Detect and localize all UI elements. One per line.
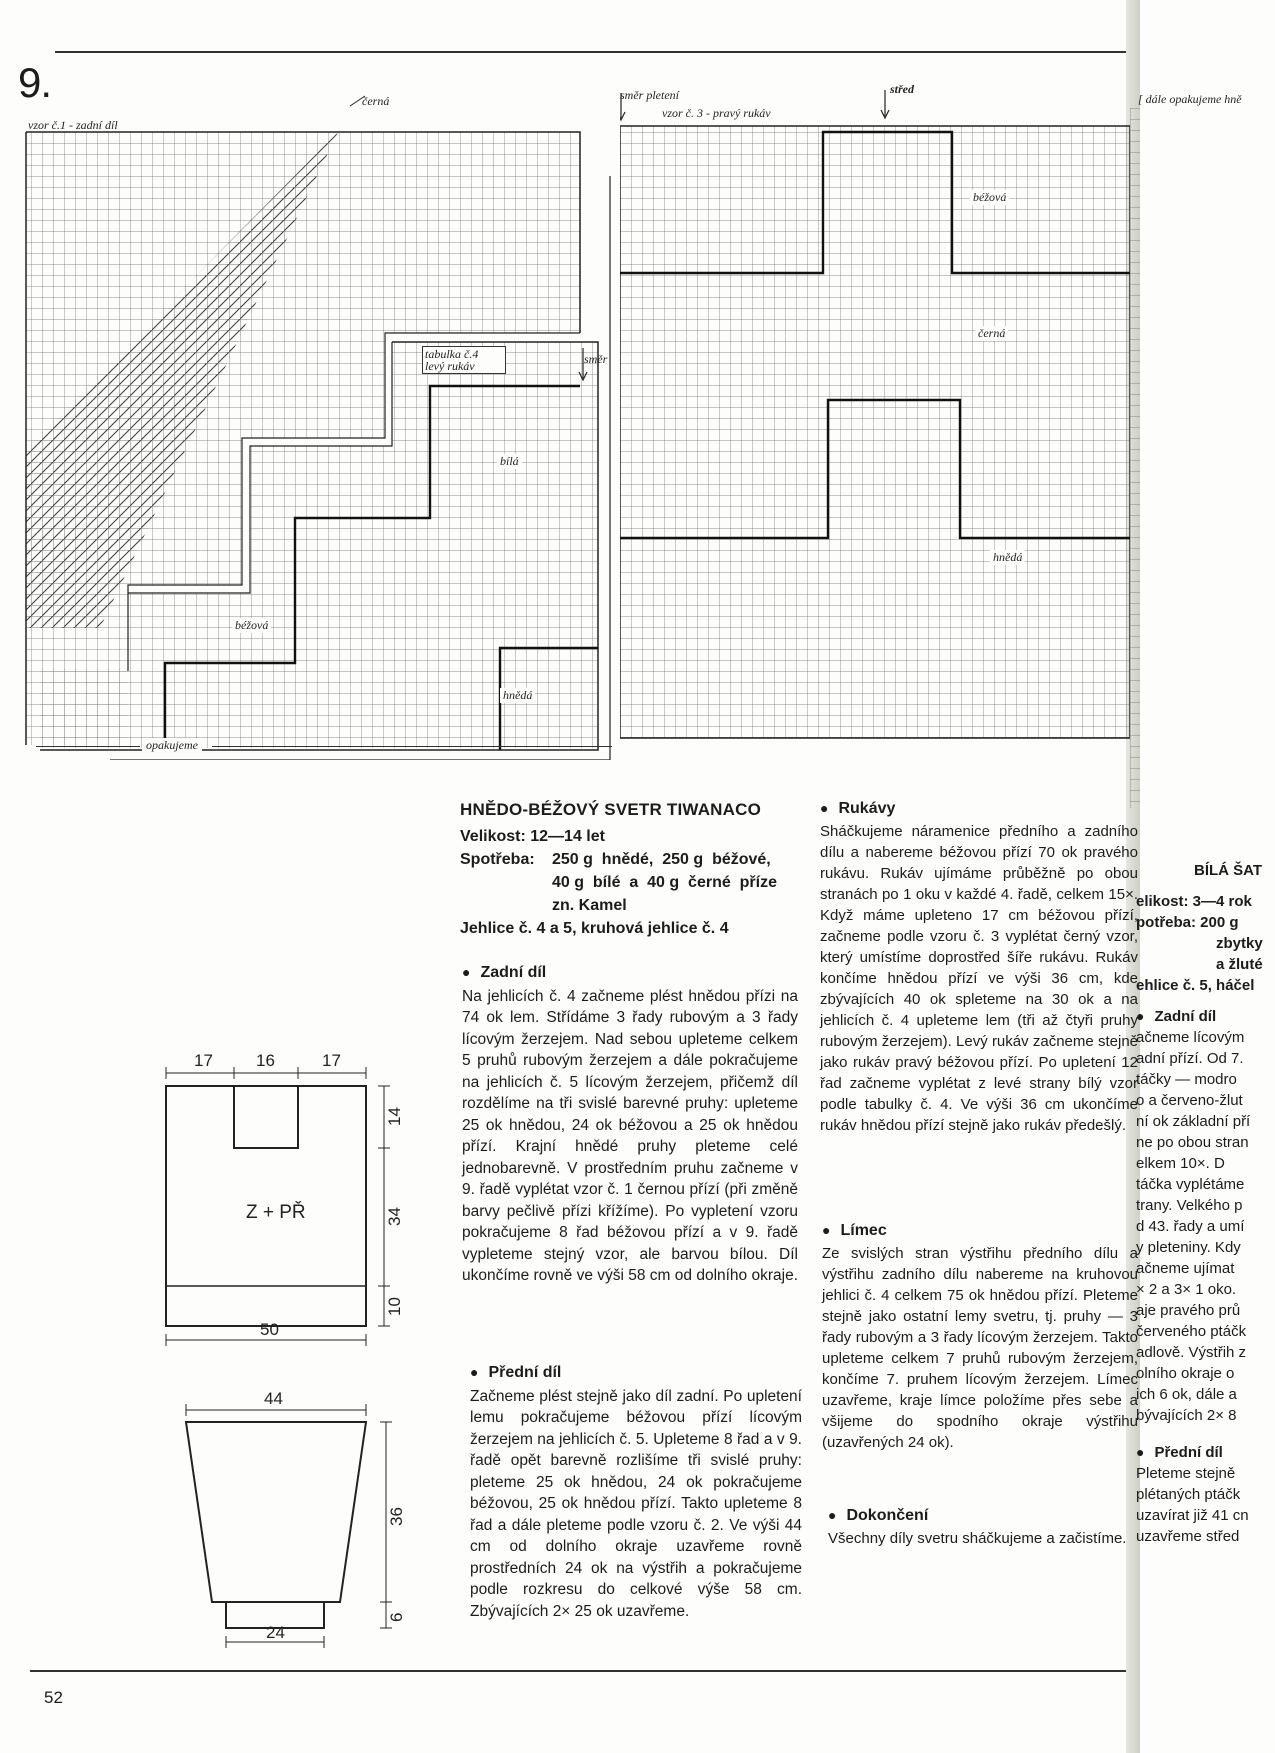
section-number: 9. [18,59,52,106]
tabulka-box [422,346,506,374]
strip-title: BÍLÁ ŠAT [1194,862,1263,879]
zadni-heading: ● Zadní díl [462,962,798,984]
strip-line: y pleteniny. Kdy [1136,1239,1241,1256]
body-dim-right-3: 10 [385,1297,404,1316]
strip-line: o a červeno-žlut [1136,1092,1243,1109]
rukavy-heading: ● Rukávy [820,798,1138,819]
size-line: Velikost: 12—14 let [460,828,605,845]
body-dim-top-2: 16 [256,1051,275,1070]
top-rule [55,51,1130,53]
rukavy-text: Sháčkujeme náramenice předního a zadního dílu a nabereme béžovou přízí 70 ok pravého rukávu. Rukáv ujímáme průběžně po obou stranách po 1 oku v každé 4. řadě, celkem 15×. Když máme upleteno 17 cm béžovou přízí, začneme podle vzoru č. 3 vyplétat černý vzor, který umístíme doprostřed šíře rukávu. Rukáv končíme hnědou přízí ve výši 36 cm, kde zbývajících 40 ok spleteme na 30 ok a na jehlicích č. 4 upleteme lem (tři až čtyři pruhy rubovým žerzejem). Levý rukáv začneme stejně jako rukáv pravý béžovou přízí. Po upletení 12 řad začneme vyplétat z levé strany bílý vzor podle tabulky č. 4. Ve výši 36 cm ukončíme rukáv hnědou přízí stejně jako rukáv předešlý. [820,823,1138,1134]
dokonceni-text: Všechny díly svetru sháčkujeme a začistíme. [828,1530,1127,1547]
sleeve-dim-top: 44 [264,1389,283,1408]
tabulka-label-2: levý rukáv [425,359,475,373]
dokonceni-heading: ● Dokončení [828,1505,1128,1526]
strip-line: aje pravého prů [1136,1302,1241,1319]
predni-heading: ● Přední díl [470,1362,802,1384]
schematic-body [150,1040,410,1360]
strip-line: olního okraje o [1136,1365,1235,1382]
strip-line: plétaných ptáčk [1136,1486,1241,1503]
strip-heading-1: ● Zadní díl [1136,1006,1275,1027]
bottom-rule [30,1670,1130,1672]
strip-line: adní přízí. Od 7. [1136,1050,1244,1067]
section-limec [822,1220,1138,1453]
smer-label: směr [584,352,608,366]
opakujeme-label: opakujeme [142,738,202,753]
strip-line: táčka vyplétáme [1136,1176,1245,1193]
predni-text: Začneme plést stejně jako díl zadní. Po upletení lemu pokračujeme béžovou přízí lícovým žerzejem na jehlicích č. 5. Upleteme 8 řad a v 9. řadě opět barevně rozlišíme tři svislé pruhy: pleteme 25 ok hnědou, 24 ok pokračujeme béžovou, 25 ok hnědou přízí. Takto upleteme 8 řad a dále pleteme podle vzoru č. 2. Ve výši 44 cm od dolního okraje uzavřeme rovně prostředních 24 ok na výstřih a pokračujeme podle rozkresu do celkové výše 58 cm. Zbývajících 2× 25 ok uzavřeme. [470,1387,802,1620]
strip-line: ní ok základní pří [1136,1113,1251,1130]
right-cerna-label: černá [975,326,1008,341]
opakujeme-rule [36,746,140,747]
strip-line: táčky — modro [1136,1071,1237,1088]
section-dokonceni [828,1505,1128,1549]
page-number: 52 [44,1688,63,1707]
strip-line: uzavírat již 41 cn [1136,1507,1249,1524]
strip-line: bývajících 2× 8 [1136,1407,1237,1424]
strip-line: adlově. Výstřih z [1136,1344,1247,1361]
limec-heading: ● Límec [822,1220,1138,1241]
zadni-text: Na jehlicích č. 4 začneme plést hnědou přízi na 74 ok lem. Střídáme 3 řady rubovým a 3 řady lícovým žerzejem. Nad sebou upleteme celkem 5 pruhů rubovým žerzejem a dále pokračujeme na jehlicích č. 5 lícovým žerzejem, přičemž díl rozdělíme na tři svislé barevné pruhy: upleteme 25 ok hnědou, 24 ok béžovou a 25 ok hnědou přízí. Krajní hnědé pruhy pleteme celé jednobarevně. V prostředním pruhu začneme v 9. řadě vyplétat vzor č. 1 černou přízí (při změně barvy pečlivě přízi křížíme). Po vypletení vzoru pokračujeme 8 řad béžovou přízí a v 9. řadě vypleteme stejný vzor, ale barvou bílou. Díl ukončíme rovně ve výši 58 cm od dolního okraje. [462,987,799,1284]
strip-line: d 43. řady a umí [1136,1218,1245,1235]
consumption-3: zn. Kamel [552,897,627,914]
strip-line: ne po obou stran [1136,1134,1249,1151]
strip-line: uzavřeme střed [1136,1528,1240,1545]
schematic-sleeve [160,1380,420,1660]
strip-line: ačneme lícovým [1136,1029,1245,1046]
body-dim-right-2: 34 [385,1207,404,1226]
section-rukavy [820,798,1138,1136]
article-title: HNĚDO-BÉŽOVÝ SVETR TIWANACO [460,800,762,819]
consumption-2: 40 g bílé a 40 g černé příze [552,874,777,891]
strip-body-1 [1136,1027,1275,1426]
left-bezova-label: béžová [232,618,271,633]
strip-line: × 2 a 3× 1 oko. [1136,1281,1237,1298]
knitting-chart-left [20,88,640,760]
body-center-label: Z + PŘ [246,1202,306,1223]
tabulka-label-1: tabulka č.4 [425,347,479,361]
opakujeme-rule-2 [212,746,612,747]
stred-label: střed [890,82,914,96]
consumption-label: Spotřeba: [460,851,535,868]
right-strip [1136,860,1275,1547]
strip-heading-2: ● Přední díl [1136,1442,1275,1463]
knitting-chart-right [620,88,1130,750]
left-hneda-label: hnědá [500,688,535,703]
strip-leftover: zbytky [1216,935,1263,952]
strip-line: Pleteme stejně [1136,1465,1236,1482]
strip-line: ich 6 ok, dále a [1136,1386,1237,1403]
left-bila-label: bílá [497,454,522,469]
strip-size: elikost: 3—4 rok [1136,893,1252,910]
knitting-chart-strip [1130,108,1140,808]
body-dim-top-3: 17 [322,1051,341,1070]
dale-label: [ dále opakujeme hně [1138,92,1242,106]
consumption-1: 250 g hnědé, 250 g béžové, [552,851,771,868]
section-predni [470,1362,802,1622]
needles-line: Jehlice č. 4 a 5, kruhová jehlice č. 4 [460,920,729,937]
cerna-top-label: černá [362,94,390,108]
strip-consumption: potřeba: 200 g [1136,914,1239,931]
right-bezova-label: béžová [970,190,1009,205]
body-dim-bottom: 50 [260,1320,279,1339]
strip-line: trany. Velkého p [1136,1197,1243,1214]
sleeve-dim-bottom: 24 [266,1623,285,1642]
strip-needles: ehlice č. 5, háčel [1136,977,1255,994]
vzor1-label: vzor č.1 - zadní díl [28,118,118,132]
right-hneda-label: hnědá [990,550,1025,565]
strip-line: ačneme ujímat [1136,1260,1235,1277]
sleeve-dim-right-2: 6 [387,1612,406,1622]
sleeve-dim-right-1: 36 [387,1507,406,1526]
strip-line: červeného ptáčk [1136,1323,1247,1340]
strip-line: elkem 10×. D [1136,1155,1225,1172]
limec-text: Ze svislých stran výstřihu předního dílu a výstřihu zadního dílu nabereme na kruhovou jehlici č. 4 celkem 75 ok hnědou přízí. Pleteme stejně jako ostatní lemy svetru, tj. pruhy — 3 řady rubovým a 3 řady lícovým žerzejem. Takto upleteme celkem 7 pruhů rubovým žerzejem, končíme 7. pruhem lícovým žerzejem. Límec uzavřeme, kraje límce položíme přes sebe a všijeme do spodního okraje výstřihu (uzavřených 24 ok). [822,1245,1138,1451]
body-dim-right-1: 14 [385,1107,404,1126]
strip-yellow: a žluté [1216,956,1263,973]
body-dim-top-1: 17 [194,1051,213,1070]
section-zadni [462,962,798,1287]
vzor3-label: vzor č. 3 - pravý rukáv [662,106,771,120]
strip-body-2 [1136,1463,1275,1547]
smer-pleteni-label: směr pletení [620,88,679,102]
